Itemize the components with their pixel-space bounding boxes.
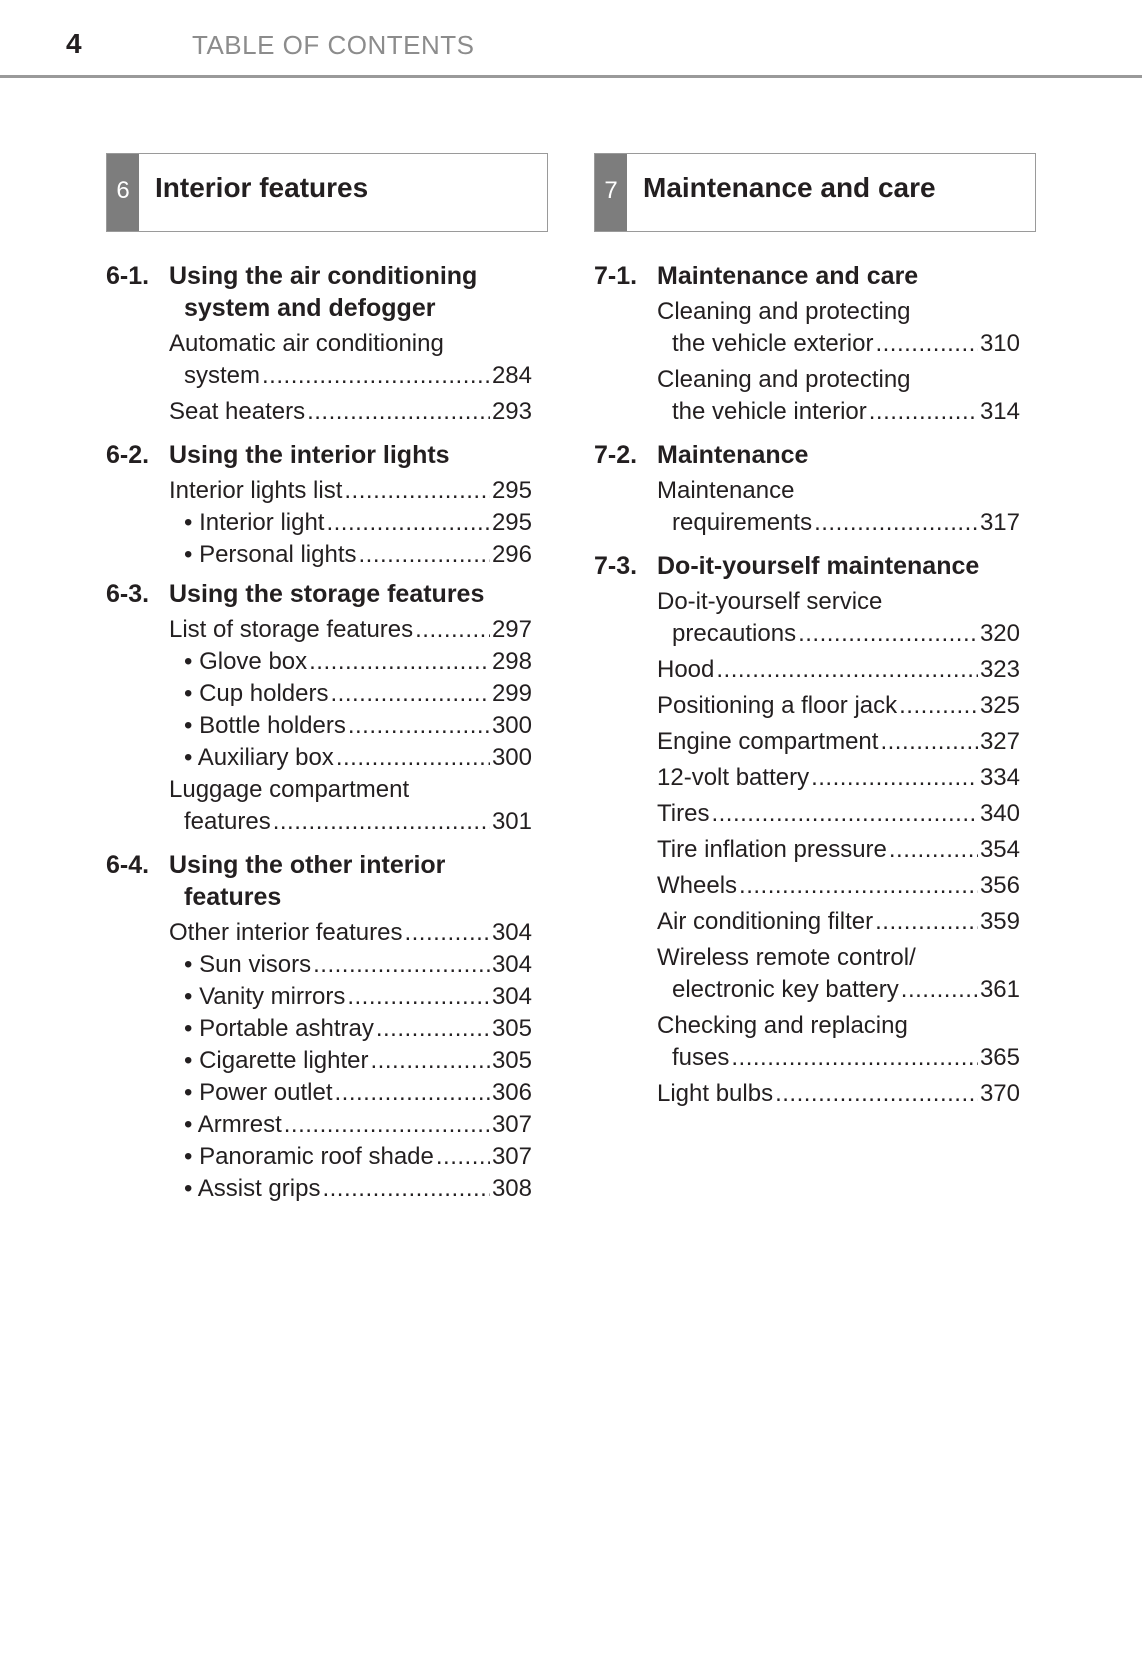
toc-entry-line[interactable] bbox=[169, 981, 532, 1013]
entry-text: • Auxiliary box bbox=[184, 742, 334, 774]
page-ref: 300 bbox=[491, 712, 532, 739]
toc-entry-line[interactable] bbox=[657, 618, 1020, 650]
entry-text: Maintenance bbox=[657, 477, 795, 504]
page-ref: 300 bbox=[491, 744, 532, 771]
page-ref: 295 bbox=[491, 477, 532, 504]
entry-text: • Cup holders bbox=[184, 678, 329, 710]
subsection-title-line: Maintenance and care bbox=[657, 262, 919, 290]
subsection-title bbox=[106, 260, 532, 324]
dot-leader bbox=[814, 507, 978, 539]
toc-entry bbox=[106, 1013, 532, 1045]
toc-entry bbox=[594, 1010, 1020, 1074]
toc-entry-line[interactable] bbox=[169, 917, 532, 949]
subsection-title bbox=[594, 550, 1020, 582]
entry-text: • Assist grips bbox=[184, 1173, 320, 1205]
dot-leader bbox=[336, 742, 490, 774]
dot-leader bbox=[273, 806, 490, 838]
entry-text: • Vanity mirrors bbox=[184, 981, 345, 1013]
toc-subsection bbox=[106, 439, 532, 571]
dot-leader bbox=[309, 646, 490, 678]
entry-text: Checking and replacing bbox=[657, 1012, 908, 1039]
entry-text: • Cigarette lighter bbox=[184, 1045, 369, 1077]
dot-leader bbox=[811, 762, 978, 794]
entry-text: 12-volt battery bbox=[657, 764, 810, 791]
entry-text: Wireless remote control/ bbox=[657, 944, 916, 971]
toc-entry-line[interactable] bbox=[169, 614, 532, 646]
toc-entry-line[interactable] bbox=[657, 870, 1020, 902]
toc-entry bbox=[106, 949, 532, 981]
page-ref: 304 bbox=[491, 983, 532, 1010]
entry-text: • Panoramic roof shade bbox=[184, 1141, 434, 1173]
entry-text: fuses bbox=[672, 1044, 730, 1071]
toc-entry-line[interactable] bbox=[657, 906, 1020, 938]
dot-leader bbox=[359, 539, 490, 571]
subsection-number: 7-2. bbox=[594, 441, 638, 469]
subsection-heading[interactable] bbox=[594, 260, 1020, 292]
dot-leader bbox=[326, 507, 489, 539]
toc-entry bbox=[106, 396, 532, 428]
toc-entry bbox=[106, 507, 532, 539]
dot-leader bbox=[739, 870, 978, 902]
page-ref: 296 bbox=[491, 541, 532, 568]
toc-entry-line[interactable] bbox=[169, 1045, 532, 1077]
page-ref: 356 bbox=[979, 872, 1020, 899]
toc-entry-line[interactable] bbox=[169, 806, 532, 838]
page-ref: 298 bbox=[491, 648, 532, 675]
toc-entry-line[interactable] bbox=[169, 742, 532, 774]
subsection-title bbox=[106, 849, 532, 913]
dot-leader bbox=[875, 328, 978, 360]
entry-text: • Power outlet bbox=[184, 1077, 332, 1109]
subsection-number: 6-2. bbox=[106, 441, 150, 469]
chapter-7-header[interactable] bbox=[594, 153, 1036, 232]
entry-text: Cleaning and protecting bbox=[657, 366, 911, 393]
dot-leader bbox=[376, 1013, 490, 1045]
entry-text: precautions bbox=[672, 620, 797, 647]
dot-leader bbox=[307, 396, 490, 428]
toc-entry bbox=[106, 1077, 532, 1109]
toc-entry bbox=[594, 870, 1020, 902]
subsection-title bbox=[594, 260, 1020, 292]
dot-leader bbox=[731, 1042, 978, 1074]
toc-entry bbox=[594, 834, 1020, 866]
dot-leader bbox=[880, 726, 978, 758]
page-ref: 370 bbox=[979, 1080, 1020, 1107]
toc-entry bbox=[106, 646, 532, 678]
page-ref: 317 bbox=[979, 509, 1020, 536]
subsection-title-line: Maintenance bbox=[657, 441, 809, 469]
chapter-7-contents bbox=[594, 260, 1020, 1114]
chapter-number: 7 bbox=[595, 154, 627, 231]
subsection-number: 6-3. bbox=[106, 580, 150, 608]
toc-entry-line[interactable] bbox=[169, 475, 532, 507]
entry-text: requirements bbox=[672, 509, 813, 536]
dot-leader bbox=[371, 1045, 490, 1077]
toc-entry-line[interactable] bbox=[657, 798, 1020, 830]
dot-leader bbox=[889, 834, 978, 866]
spacer bbox=[594, 432, 1020, 439]
entry-text: Hood bbox=[657, 656, 715, 683]
entry-text: Positioning a floor jack bbox=[657, 692, 898, 719]
toc-entry bbox=[106, 981, 532, 1013]
subsection-heading[interactable] bbox=[106, 578, 532, 610]
page-ref: 293 bbox=[491, 398, 532, 425]
toc-entry bbox=[594, 726, 1020, 758]
page-header bbox=[0, 0, 1142, 80]
toc-entry-line[interactable] bbox=[169, 1173, 532, 1205]
toc-subsection bbox=[106, 578, 532, 838]
toc-entry bbox=[106, 539, 532, 571]
entry-text: Air conditioning filter bbox=[657, 908, 874, 935]
toc-subsection bbox=[594, 550, 1020, 1110]
toc-entry-line[interactable] bbox=[657, 834, 1020, 866]
dot-leader bbox=[331, 678, 490, 710]
toc-entry bbox=[106, 328, 532, 392]
toc-entry-line[interactable] bbox=[657, 396, 1020, 428]
subsection-title bbox=[106, 578, 532, 610]
toc-entry-line[interactable] bbox=[169, 1013, 532, 1045]
entry-text: Wheels bbox=[657, 872, 738, 899]
page-ref: 334 bbox=[979, 764, 1020, 791]
subsection-heading[interactable] bbox=[594, 550, 1020, 582]
header-divider bbox=[0, 75, 1142, 78]
entry-text: Seat heaters bbox=[169, 398, 306, 425]
dot-leader bbox=[322, 1173, 490, 1205]
toc-entry bbox=[106, 614, 532, 646]
toc-entry-line[interactable] bbox=[657, 726, 1020, 758]
toc-entry bbox=[106, 678, 532, 710]
subsection-title-line: system and defogger bbox=[184, 294, 436, 322]
toc-entry-line[interactable] bbox=[169, 1109, 532, 1141]
chapter-title: Interior features bbox=[155, 172, 369, 203]
toc-entry bbox=[594, 364, 1020, 428]
page-number: 4 bbox=[66, 28, 82, 59]
subsection-heading[interactable] bbox=[594, 439, 1020, 471]
entry-text: Engine compartment bbox=[657, 728, 879, 755]
entry-text: Do-it-yourself service bbox=[657, 588, 883, 615]
entry-text: List of storage features bbox=[169, 616, 414, 643]
toc-entry-line[interactable] bbox=[169, 949, 532, 981]
toc-entry bbox=[106, 1109, 532, 1141]
dot-leader bbox=[901, 974, 978, 1006]
entry-text: Light bulbs bbox=[657, 1080, 774, 1107]
entry-text: features bbox=[184, 808, 271, 835]
entry-text: • Armrest bbox=[184, 1109, 282, 1141]
dot-leader bbox=[711, 798, 978, 830]
toc-entry-line[interactable] bbox=[657, 690, 1020, 722]
spacer bbox=[106, 432, 532, 439]
subsection-title-line: Using the air conditioning bbox=[169, 262, 478, 290]
subsection-number: 6-4. bbox=[106, 851, 150, 879]
dot-leader bbox=[899, 690, 978, 722]
toc-entry-line[interactable] bbox=[169, 507, 532, 539]
spacer bbox=[106, 842, 532, 849]
toc-entry bbox=[106, 1173, 532, 1205]
toc-entry bbox=[106, 1141, 532, 1173]
subsection-number: 6-1. bbox=[106, 262, 150, 290]
entry-text: the vehicle interior bbox=[672, 398, 867, 425]
entry-text: • Sun visors bbox=[184, 949, 311, 981]
entry-text: Luggage compartment bbox=[169, 776, 410, 803]
page-ref: 361 bbox=[979, 976, 1020, 1003]
page-ref: 299 bbox=[491, 680, 532, 707]
toc-entry-line[interactable] bbox=[169, 710, 532, 742]
entry-text: Tires bbox=[657, 800, 710, 827]
toc-entry bbox=[106, 475, 532, 507]
subsection-number: 7-1. bbox=[594, 262, 638, 290]
dot-leader bbox=[875, 906, 978, 938]
entry-text: electronic key battery bbox=[672, 976, 899, 1003]
dot-leader bbox=[313, 949, 490, 981]
toc-entry-line[interactable] bbox=[657, 762, 1020, 794]
toc-entry-line[interactable] bbox=[657, 654, 1020, 686]
entry-text: • Interior light bbox=[184, 507, 324, 539]
toc-entry-line[interactable] bbox=[657, 328, 1020, 360]
toc-entry-line[interactable] bbox=[169, 646, 532, 678]
page-ref: 314 bbox=[979, 398, 1020, 425]
toc-entry bbox=[594, 906, 1020, 938]
dot-leader bbox=[716, 654, 978, 686]
toc-entry bbox=[106, 710, 532, 742]
toc-entry bbox=[594, 798, 1020, 830]
entry-text: Cleaning and protecting bbox=[657, 298, 911, 325]
entry-text: Automatic air conditioning bbox=[169, 330, 444, 357]
chapter-6-contents bbox=[106, 260, 532, 1205]
dot-leader bbox=[344, 475, 490, 507]
page-ref: 365 bbox=[979, 1044, 1020, 1071]
page-title: TABLE OF CONTENTS bbox=[192, 30, 475, 60]
entry-text: • Portable ashtray bbox=[184, 1013, 374, 1045]
subsection-title-line: features bbox=[184, 883, 282, 911]
dot-leader bbox=[798, 618, 978, 650]
page-ref: 325 bbox=[979, 692, 1020, 719]
page-ref: 327 bbox=[979, 728, 1020, 755]
entry-text: Other interior features bbox=[169, 919, 403, 946]
toc-entry bbox=[594, 296, 1020, 360]
toc-subsection bbox=[106, 260, 532, 428]
toc-subsection bbox=[594, 260, 1020, 428]
toc-entry bbox=[594, 1078, 1020, 1110]
subsection-title bbox=[594, 439, 1020, 471]
subsection-title-line: Do-it-yourself maintenance bbox=[657, 552, 980, 580]
subsection-heading[interactable] bbox=[106, 260, 532, 324]
subsection-heading[interactable] bbox=[106, 439, 532, 471]
page-ref: 354 bbox=[979, 836, 1020, 863]
chapter-title: Maintenance and care bbox=[643, 172, 936, 203]
dot-leader bbox=[334, 1077, 489, 1109]
page-ref: 297 bbox=[491, 616, 532, 643]
toc-entry bbox=[594, 690, 1020, 722]
page-ref: 306 bbox=[491, 1079, 532, 1106]
entry-text: system bbox=[184, 362, 261, 389]
page-ref: 359 bbox=[979, 908, 1020, 935]
toc-entry-line[interactable] bbox=[169, 1077, 532, 1109]
page-ref: 295 bbox=[491, 509, 532, 536]
page-ref: 305 bbox=[491, 1015, 532, 1042]
toc-entry bbox=[594, 586, 1020, 650]
toc-entry-line[interactable] bbox=[657, 1042, 1020, 1074]
toc-entry bbox=[594, 762, 1020, 794]
page-ref: 307 bbox=[491, 1111, 532, 1138]
chapter-number: 6 bbox=[107, 154, 139, 231]
page-ref: 323 bbox=[979, 656, 1020, 683]
dot-leader bbox=[348, 710, 490, 742]
subsection-heading[interactable] bbox=[106, 849, 532, 913]
subsection-title-line: Using the other interior bbox=[169, 851, 446, 879]
subsection-number: 7-3. bbox=[594, 552, 638, 580]
chapter-6-header[interactable] bbox=[106, 153, 548, 232]
toc-entry bbox=[594, 942, 1020, 1006]
toc-entry-line[interactable] bbox=[657, 974, 1020, 1006]
entry-text: • Bottle holders bbox=[184, 710, 346, 742]
dot-leader bbox=[415, 614, 490, 646]
entry-text: Interior lights list bbox=[169, 477, 343, 504]
page-ref: 301 bbox=[491, 808, 532, 835]
subsection-title bbox=[106, 439, 532, 471]
spacer bbox=[106, 571, 532, 578]
toc-entry-line[interactable] bbox=[169, 396, 532, 428]
dot-leader bbox=[775, 1078, 978, 1110]
page-ref: 305 bbox=[491, 1047, 532, 1074]
page-ref: 304 bbox=[491, 951, 532, 978]
toc-entry-line[interactable] bbox=[657, 1078, 1020, 1110]
toc-entry bbox=[106, 1045, 532, 1077]
toc-entry bbox=[106, 742, 532, 774]
dot-leader bbox=[262, 360, 490, 392]
dot-leader bbox=[347, 981, 490, 1013]
subsection-title-line: Using the storage features bbox=[169, 580, 485, 608]
dot-leader bbox=[404, 917, 490, 949]
entry-text: • Glove box bbox=[184, 646, 307, 678]
dot-leader bbox=[284, 1109, 490, 1141]
page-ref: 340 bbox=[979, 800, 1020, 827]
toc-entry bbox=[594, 475, 1020, 539]
toc-entry bbox=[106, 917, 532, 949]
dot-leader bbox=[869, 396, 978, 428]
toc-entry-line[interactable] bbox=[169, 678, 532, 710]
entry-text: Tire inflation pressure bbox=[657, 836, 887, 863]
subsection-title-line: Using the interior lights bbox=[169, 441, 450, 469]
page-ref: 320 bbox=[979, 620, 1020, 647]
toc-entry-line[interactable] bbox=[169, 1141, 532, 1173]
toc-entry-line[interactable] bbox=[169, 539, 532, 571]
toc-subsection bbox=[106, 849, 532, 1205]
toc-entry bbox=[594, 654, 1020, 686]
page-ref: 304 bbox=[491, 919, 532, 946]
page-ref: 284 bbox=[491, 362, 532, 389]
toc-entry-line[interactable] bbox=[169, 360, 532, 392]
spacer bbox=[594, 543, 1020, 550]
page-ref: 307 bbox=[491, 1143, 532, 1170]
toc-subsection bbox=[594, 439, 1020, 539]
entry-text: • Personal lights bbox=[184, 539, 357, 571]
dot-leader bbox=[436, 1141, 490, 1173]
entry-text: the vehicle exterior bbox=[672, 330, 874, 357]
page-ref: 310 bbox=[979, 330, 1020, 357]
toc-entry-line[interactable] bbox=[657, 507, 1020, 539]
page-ref: 308 bbox=[491, 1175, 532, 1202]
toc-entry bbox=[106, 774, 532, 838]
